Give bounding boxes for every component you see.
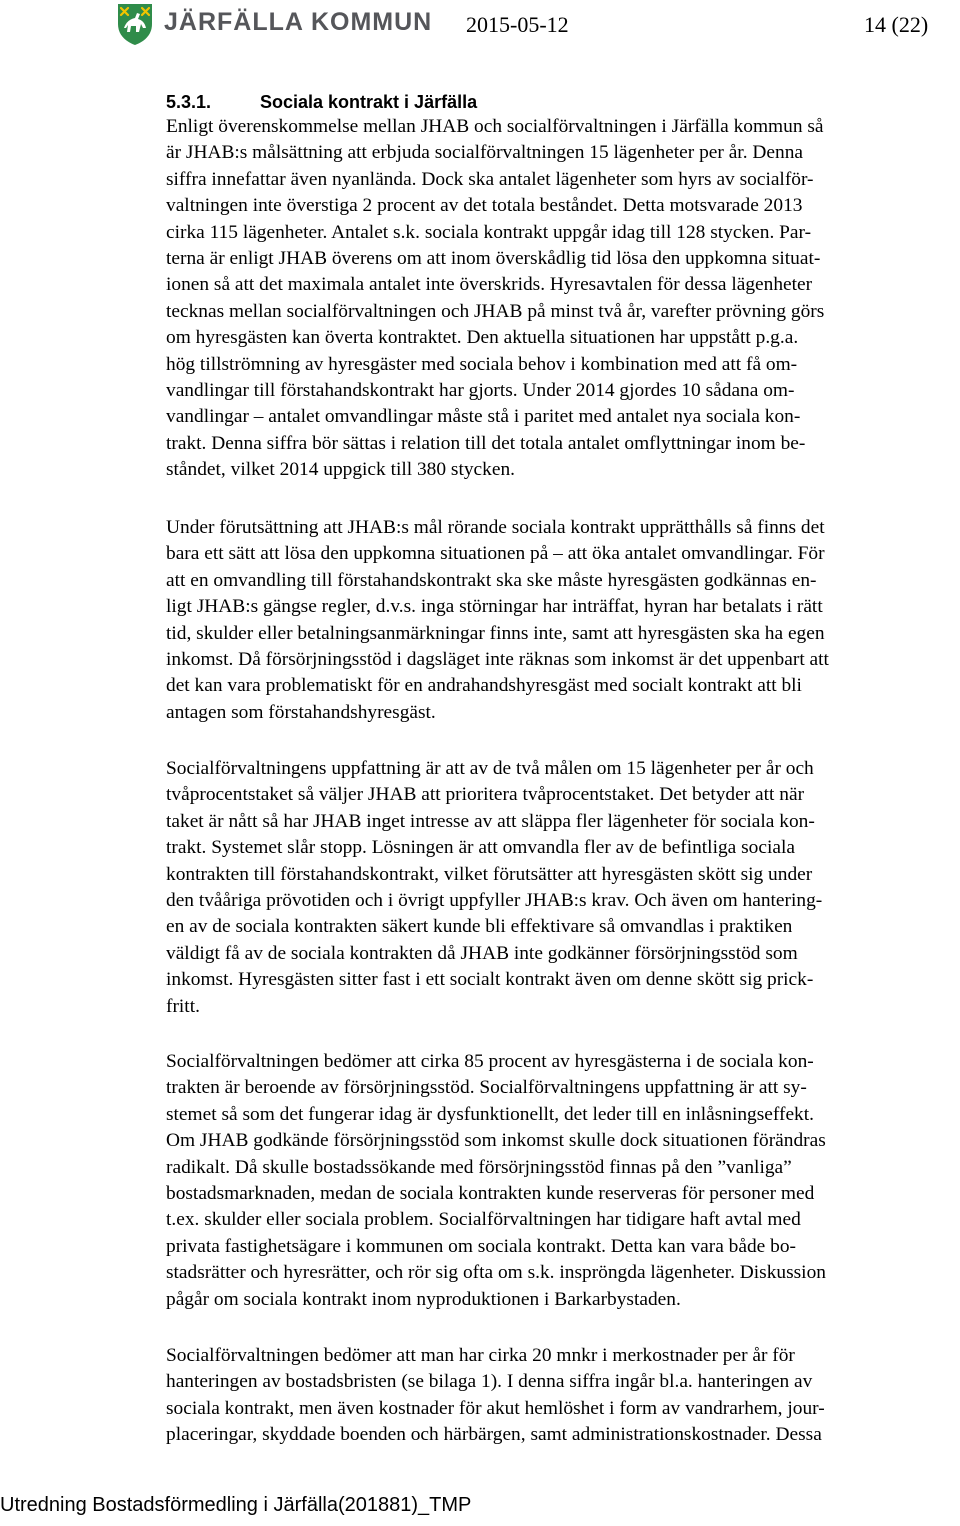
text-line: den tvååriga prövotiden och i övrigt uppfyller JHAB:s krav. Och även om hantering-: [166, 889, 823, 911]
paragraph: [166, 515, 960, 726]
text-line: placeringar, skyddade boenden och härbärgen, samt administrationskostnader. Dessa: [166, 1424, 822, 1446]
page-header: [0, 0, 960, 50]
text-line: trakt. Denna siffra bör sättas i relation till det totala antalet omflyttningar inom be-: [166, 432, 806, 454]
text-line: hanteringen av bostadsbristen (se bilaga 1). I denna siffra ingår bl.a. hanteringen av: [166, 1371, 813, 1393]
organization-name: JÄRFÄLLA KOMMUN: [164, 8, 433, 36]
text-line: ståndet, vilket 2014 uppgick till 380 stycken.: [166, 459, 515, 481]
text-line: kontrakten till förstahandskontrakt, vilket förutsätter att hyresgästen skött sig under: [166, 863, 813, 885]
text-line: taket är nått så har JHAB inget intresse av att släppa fler lägenheter för sociala kon-: [166, 810, 815, 832]
text-line: är JHAB:s målsättning att erbjuda socialförvaltningen 15 lägenheter per år. Denna: [166, 142, 803, 164]
text-line: en av de sociala kontrakten säkert kunde bli effektivare så omvandlas i praktiken: [166, 916, 793, 938]
text-line: Socialförvaltningen bedömer att man har cirka 20 mnkr i merkostnader per år för: [166, 1345, 795, 1366]
page-number: 14 (22): [864, 12, 929, 37]
text-line: tvåprocentstaket så väljer JHAB att prioritera tvåprocentstaket. Det betyder att när: [166, 784, 805, 806]
text-line: att en omvandling till förstahandskontrakt ska ske måste hyresgästen godkännas en-: [166, 569, 817, 591]
jarfalla-coat-of-arms-logo: [116, 2, 154, 46]
text-line: inkomst. Hyresgästen sitter fast i ett socialt kontrakt även om denne skött sig prick-: [166, 969, 814, 991]
paragraph: [166, 1049, 960, 1313]
paragraph: [166, 756, 960, 1020]
text-line: Socialförvaltningen bedömer att cirka 85 procent av hyresgästerna i de sociala kon-: [166, 1051, 814, 1072]
text-line: radikalt. Då skulle bostadssökande med försörjningsstöd finnas på den ”vanliga”: [166, 1156, 792, 1178]
text-line: hög tillströmning av hyresgäster med sociala behov i kombination med att få om-: [166, 353, 798, 375]
text-line: tecknas mellan socialförvaltningen och JHAB på minst två år, varefter prövning görs: [166, 300, 825, 322]
text-line: det kan vara problematiskt för en andrahandshyresgäst med socialt kontrakt att bli: [166, 675, 802, 697]
text-line: ionen så att det maximala antalet inte överskrids. Hyresavtalen för dessa lägenheter: [166, 274, 813, 296]
text-line: t.ex. skulder eller sociala problem. Socialförvaltningen har tidigare haft avtal med: [166, 1209, 801, 1231]
section-title: Sociala kontrakt i Järfälla: [260, 92, 478, 112]
text-line: ligt JHAB:s gängse regler, d.v.s. inga störningar har inträffat, hyran har betalats i rätt: [166, 596, 823, 618]
section-number: 5.3.1.: [166, 92, 212, 112]
text-line: trakten är beroende av försörjningsstöd. Socialförvaltningens uppfattning är att sy-: [166, 1077, 807, 1099]
text-line: bara ett sätt att lösa den uppkomna situationen på – att öka antalet omvandlingar. För: [166, 543, 825, 565]
text-line: Om JHAB godkände försörjningsstöd som inkomst skulle dock situationen förändras: [166, 1130, 826, 1152]
text-line: Socialförvaltningens uppfattning är att av de två målen om 15 lägenheter per år och: [166, 758, 814, 779]
text-line: trakt. Systemet slår stopp. Lösningen är att omvandla fler av de befintliga sociala: [166, 837, 795, 859]
text-line: antagen som förstahandshyresgäst.: [166, 701, 436, 723]
text-line: privata fastighetsägare i kommunen om sociala kontrakt. Detta kan vara både bo-: [166, 1235, 796, 1257]
text-line: siffra innefattar även nyanlända. Dock ska antalet lägenheter som hyrs av socialför-: [166, 168, 814, 190]
text-line: stadsrätter och hyresrätter, och rör sig ofta om s.k. inspröngda lägenheter. Diskussion: [166, 1262, 826, 1284]
text-line: sociala kontrakt, men även kostnader för akut hemlöshet i form av vandrarhem, jour-: [166, 1397, 825, 1419]
text-line: Enligt överenskommelse mellan JHAB och socialförvaltningen i Järfälla kommun så: [166, 116, 824, 137]
text-line: inkomst. Då försörjningsstöd i dagsläget inte räknas som inkomst är det uppenbart att: [166, 648, 829, 670]
text-line: väldigt få av de sociala kontrakten då JHAB inte godkänner försörjningsstöd som: [166, 942, 798, 964]
text-line: Under förutsättning att JHAB:s mål rörande sociala kontrakt upprätthålls så finns det: [166, 517, 825, 538]
text-line: stemet så som det fungerar idag är dysfunktionellt, det leder till en inlåsningseffekt.: [166, 1103, 814, 1125]
text-line: fritt.: [166, 995, 200, 1017]
text-line: vandlingar – antalet omvandlingar måste stå i paritet med antalet nya sociala kon-: [166, 406, 801, 428]
text-line: pågår om sociala kontrakt inom nyproduktionen i Barkarbystaden.: [166, 1288, 681, 1310]
text-line: terna är enligt JHAB överens om att inom överskådlig tid lösa den uppkomna situat-: [166, 247, 821, 269]
paragraph: [166, 1343, 960, 1449]
section-heading: [166, 92, 477, 113]
paragraph: [166, 114, 960, 483]
text-line: valtningen inte överstiga 2 procent av det totala beståndet. Detta motsvarade 2013: [166, 195, 803, 217]
text-line: tid, skulder eller betalningsanmärkningar finns inte, samt att hyresgästen ska ha egen: [166, 622, 825, 644]
document-date: 2015-05-12: [466, 12, 569, 37]
document-footer: Utredning Bostadsförmedling i Järfälla(201881)_TMP: [0, 1494, 472, 1516]
text-line: om hyresgästen kan överta kontraktet. Den aktuella situationen har uppstått p.g.a.: [166, 327, 799, 349]
text-line: bostadsmarknaden, medan de sociala kontrakten kunde reserveras för personer med: [166, 1182, 815, 1204]
text-line: vandlingar till förstahandskontrakt har gjorts. Under 2014 gjordes 10 sådana om-: [166, 379, 795, 401]
text-line: cirka 115 lägenheter. Antalet s.k. sociala kontrakt uppgår idag till 128 stycken. Par-: [166, 221, 812, 243]
